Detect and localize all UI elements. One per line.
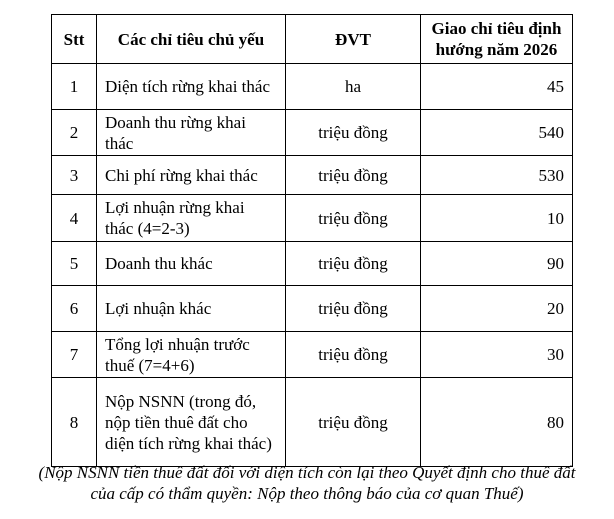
header-unit: ĐVT: [286, 15, 421, 64]
footnote: [0, 462, 614, 504]
row-indicator: Lợi nhuận khác: [97, 286, 286, 332]
row-unit: triệu đồng: [286, 242, 421, 286]
table-header-row: [52, 15, 573, 64]
row-unit: ha: [286, 64, 421, 110]
row-indicator: Nộp NSNN (trong đó, nộp tiền thuê đất cho diện tích rừng khai thác): [97, 378, 286, 467]
row-unit: triệu đồng: [286, 110, 421, 156]
row-unit: triệu đồng: [286, 286, 421, 332]
row-value: 80: [421, 378, 573, 467]
row-value: 45: [421, 64, 573, 110]
row-value: 20: [421, 286, 573, 332]
row-indicator: Lợi nhuận rừng khai thác (4=2-3): [97, 195, 286, 242]
row-stt: 1: [52, 64, 97, 110]
indicators-table: [51, 14, 573, 467]
row-indicator: Doanh thu rừng khai thác: [97, 110, 286, 156]
row-value: 10: [421, 195, 573, 242]
header-stt: Stt: [52, 15, 97, 64]
header-target: [421, 15, 573, 64]
row-stt: 5: [52, 242, 97, 286]
row-indicator: Doanh thu khác: [97, 242, 286, 286]
row-stt: 2: [52, 110, 97, 156]
table-row: [52, 195, 573, 242]
table-row: [52, 332, 573, 378]
row-unit: triệu đồng: [286, 156, 421, 195]
row-indicator: Chi phí rừng khai thác: [97, 156, 286, 195]
row-stt: 3: [52, 156, 97, 195]
header-target-line2: hướng năm 2026: [435, 40, 558, 59]
table-row: [52, 64, 573, 110]
footnote-line1: (Nộp NSNN tiền thuê đất đối với diện tích còn lại theo Quyết định cho thuê đất: [38, 463, 576, 482]
table-row: [52, 110, 573, 156]
row-value: 540: [421, 110, 573, 156]
row-stt: 4: [52, 195, 97, 242]
row-value: 30: [421, 332, 573, 378]
row-value: 90: [421, 242, 573, 286]
row-stt: 7: [52, 332, 97, 378]
table-row: [52, 378, 573, 467]
row-stt: 6: [52, 286, 97, 332]
table-row: [52, 286, 573, 332]
row-unit: triệu đồng: [286, 378, 421, 467]
header-target-line1: Giao chỉ tiêu định: [431, 19, 562, 38]
row-unit: triệu đồng: [286, 195, 421, 242]
footnote-line2: của cấp có thẩm quyền: Nộp theo thông báo của cơ quan Thuế): [90, 484, 524, 503]
header-indicator: Các chỉ tiêu chủ yếu: [97, 15, 286, 64]
table-row: [52, 242, 573, 286]
row-value: 530: [421, 156, 573, 195]
row-stt: 8: [52, 378, 97, 467]
row-indicator: Diện tích rừng khai thác: [97, 64, 286, 110]
row-unit: triệu đồng: [286, 332, 421, 378]
row-indicator: Tổng lợi nhuận trước thuế (7=4+6): [97, 332, 286, 378]
table-row: [52, 156, 573, 195]
